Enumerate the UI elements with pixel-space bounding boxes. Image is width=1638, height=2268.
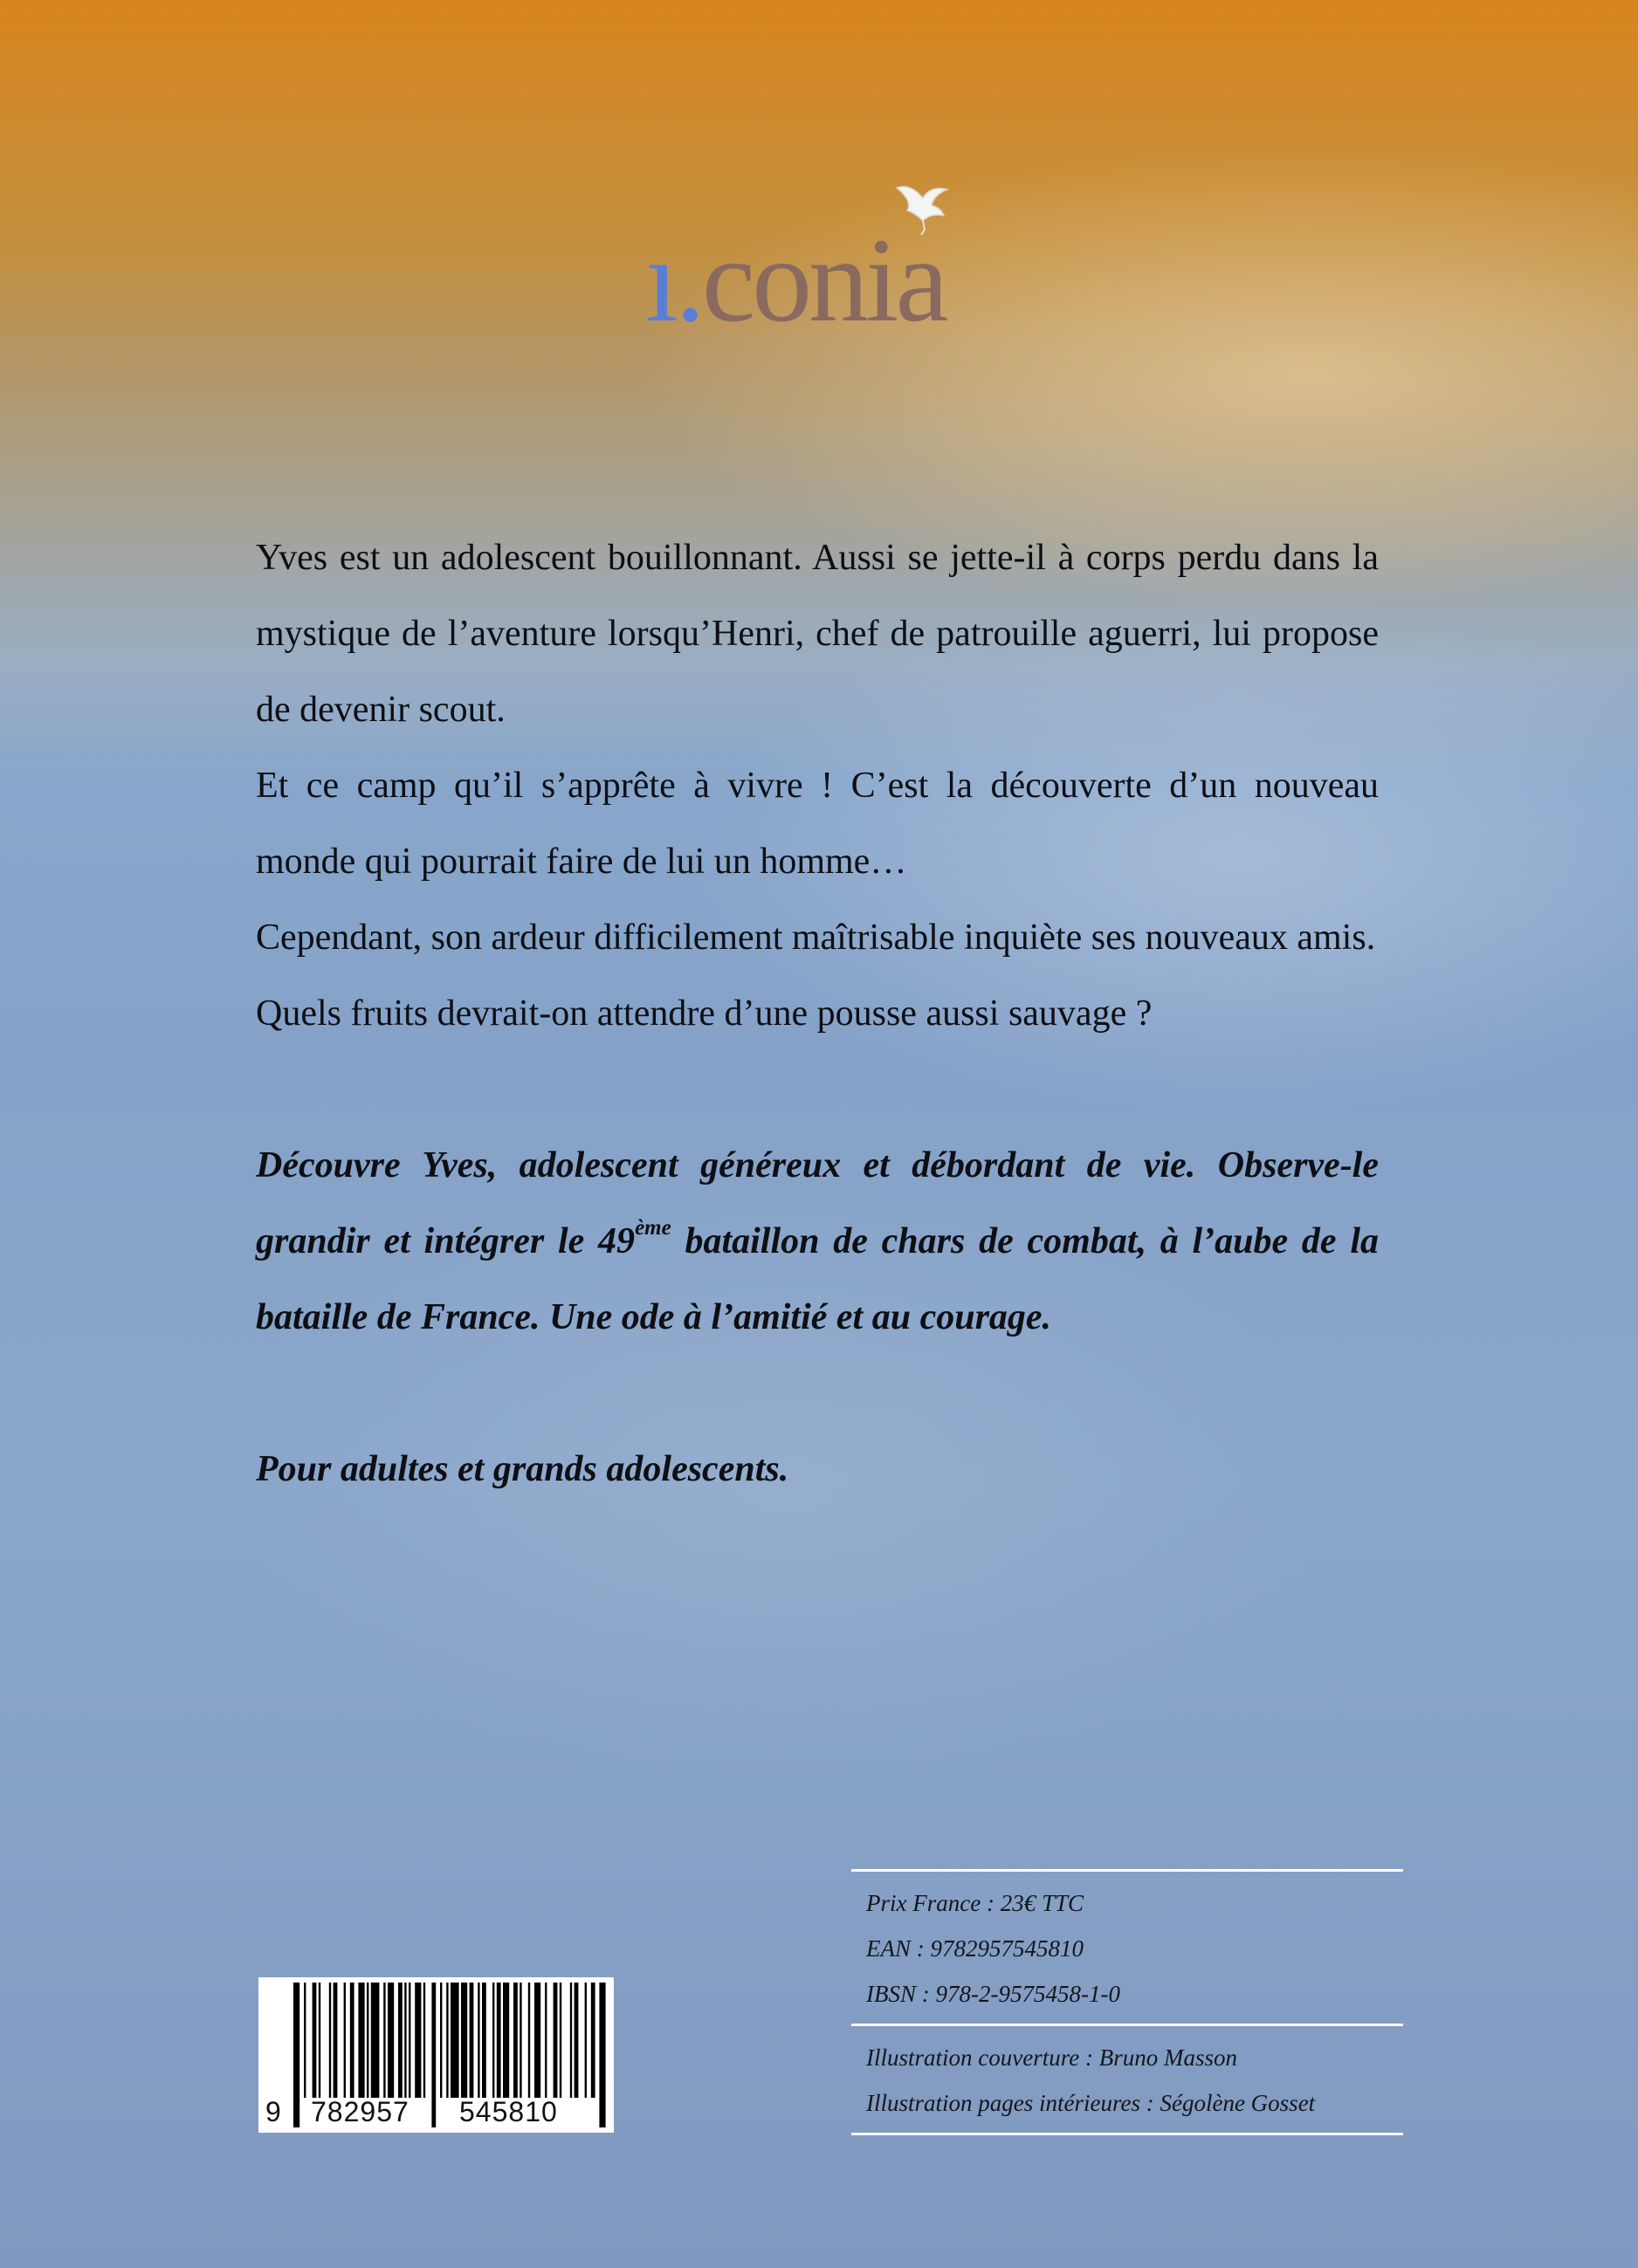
cover-illustration-credit: Illustration couverture : Bruno Masson <box>866 2045 1237 2071</box>
audience-line: Pour adultes et grands adolescents. <box>256 1449 789 1489</box>
price-line: Prix France : 23€ TTC <box>866 1890 1084 1916</box>
barcode-first-digit: 9 <box>265 2096 281 2127</box>
synopsis-paragraph-2: Et ce camp qu’il s’apprête à vivre ! C’est la découverte d’un nouveau monde qui pourrait faire de lui un homme… <box>256 766 1379 882</box>
barcode-group-1: 782957 <box>311 2096 410 2127</box>
synopsis-paragraph-1: Yves est un adolescent bouillonnant. Aussi se jette-il à corps perdu dans la mystique de l’aventure lorsqu’Henri, chef de patrouille aguerri, lui propose de devenir scout. <box>256 538 1379 730</box>
synopsis-paragraph-4: Quels fruits devrait-on attendre d’une pousse aussi sauvage ? <box>256 993 1153 1034</box>
highlight-text-after: bataillon de chars de combat, à l’aube de la bataille de France. Une ode à l’amitié et au courage. <box>256 1221 1380 1337</box>
divider-bottom <box>851 2133 1403 2135</box>
highlight-text-before: Découvre Yves, adolescent généreux et débordant de vie. Observe-le grandir et intégrer le 49 <box>256 1145 1379 1261</box>
synopsis-paragraph-3: Cependant, son ardeur difficilement maîtrisable inquiète ses nouveaux amis. <box>256 918 1376 958</box>
pricing-group <box>851 1872 1403 2024</box>
book-info-box <box>851 1869 1403 2135</box>
svg-text:ı.conia <box>645 213 947 332</box>
highlight-paragraph <box>256 1128 1379 1356</box>
ean-barcode <box>258 1977 614 2133</box>
interior-illustration-credit: Illustration pages intérieures : Ségolène Gosset <box>866 2090 1316 2116</box>
isbn-line: IBSN : 978-2-9575458-1-0 <box>866 1981 1120 2007</box>
highlight-superscript: ème <box>635 1216 671 1240</box>
ean-line: EAN : 9782957545810 <box>866 1935 1084 1962</box>
barcode-group-2: 545810 <box>459 2096 558 2127</box>
credits-group <box>851 2026 1403 2133</box>
logo-rest: conia <box>701 213 946 332</box>
logo-i: ı. <box>645 213 702 332</box>
barcode-digits <box>258 2096 614 2127</box>
publisher-logo <box>642 179 1026 332</box>
back-cover-text <box>256 520 1379 1508</box>
